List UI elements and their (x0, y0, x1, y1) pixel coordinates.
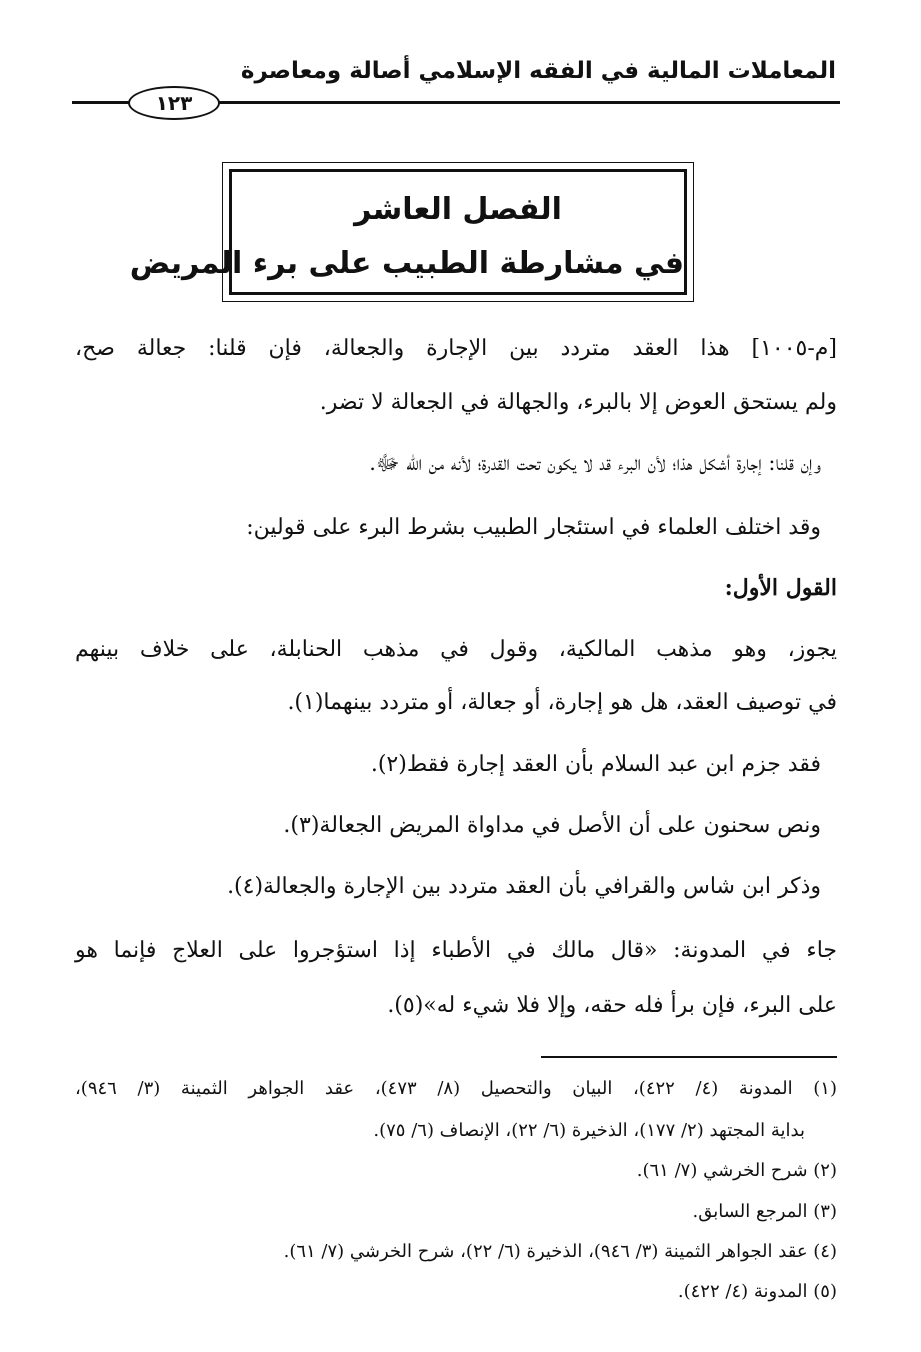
paragraph-7: وذكر ابن شاس والقرافي بأن العقد متردد بين الإجارة والجعالة(٤). (227, 874, 821, 899)
chapter-subtitle: في مشارطة الطبيب على برء المريض (129, 246, 684, 281)
chapter-title-frame (129, 162, 694, 302)
footnote-5: (٥) المدونة (٤/ ٤٢٢). (677, 1281, 837, 1302)
footnote-1-line-1: (١) المدونة (٤/ ٤٢٢)، البيان والتحصيل (٨/ ٤٧٣)، عقد الجواهر الثمينة (٣/ ٩٤٦)، (75, 1078, 837, 1099)
paragraph-5: فقد جزم ابن عبد السلام بأن العقد إجارة فقط(٢). (370, 752, 821, 777)
paragraph-2: وإن قلنا: إجارة أشكل هذا؛ لأن البرء قد لا يكون تحت القدرة؛ لأنه من الله ﷻ. (369, 451, 821, 475)
footnote-4: (٤) عقد الجواهر الثمينة (٣/ ٩٤٦)، الذخيرة (٦/ ٢٢)، شرح الخرشي (٧/ ٦١). (283, 1241, 837, 1262)
page-number: ١٢٣ (128, 86, 220, 120)
paragraph-6: ونص سحنون على أن الأصل في مداواة المريض الجعالة(٣). (283, 813, 821, 838)
paragraph-3: وقد اختلف العلماء في استئجار الطبيب بشرط البرء على قولين: (246, 515, 821, 540)
paragraph-1-line-1: [م-١٠٠٥] هذا العقد متردد بين الإجارة والجعالة، فإن قلنا: جعالة صح، (75, 336, 837, 361)
chapter-title: الفصل العاشر (354, 192, 562, 227)
book-title: المعاملات المالية في الفقه الإسلامي أصالة ومعاصرة (240, 58, 836, 84)
paragraph-8-line-1: جاء في المدونة: «قال مالك في الأطباء إذا استؤجروا على العلاج فإنما هو (75, 938, 837, 963)
section-heading: القول الأول: (724, 575, 837, 601)
footnote-separator (541, 1056, 837, 1058)
footnote-1-line-2: بداية المجتهد (٢/ ١٧٧)، الذخيرة (٦/ ٢٢)، الإنصاف (٦/ ٧٥). (373, 1120, 805, 1141)
footnote-2: (٢) شرح الخرشي (٧/ ٦١). (636, 1160, 837, 1181)
paragraph-4-line-1: يجوز، وهو مذهب المالكية، وقول في مذهب الحنابلة، على خلاف بينهم (75, 637, 837, 662)
footnote-3: (٣) المرجع السابق. (692, 1201, 837, 1222)
chapter-title-inner-border (129, 169, 687, 295)
paragraph-8-line-2: على البرء، فإن برأ فله حقه، وإلا فلا شيء له»(٥). (387, 993, 837, 1018)
paragraph-1-line-2: ولم يستحق العوض إلا بالبرء، والجهالة في الجعالة لا تضر. (319, 390, 837, 415)
paragraph-4-line-2: في توصيف العقد، هل هو إجارة، أو جعالة، أو متردد بينهما(١). (287, 690, 837, 715)
